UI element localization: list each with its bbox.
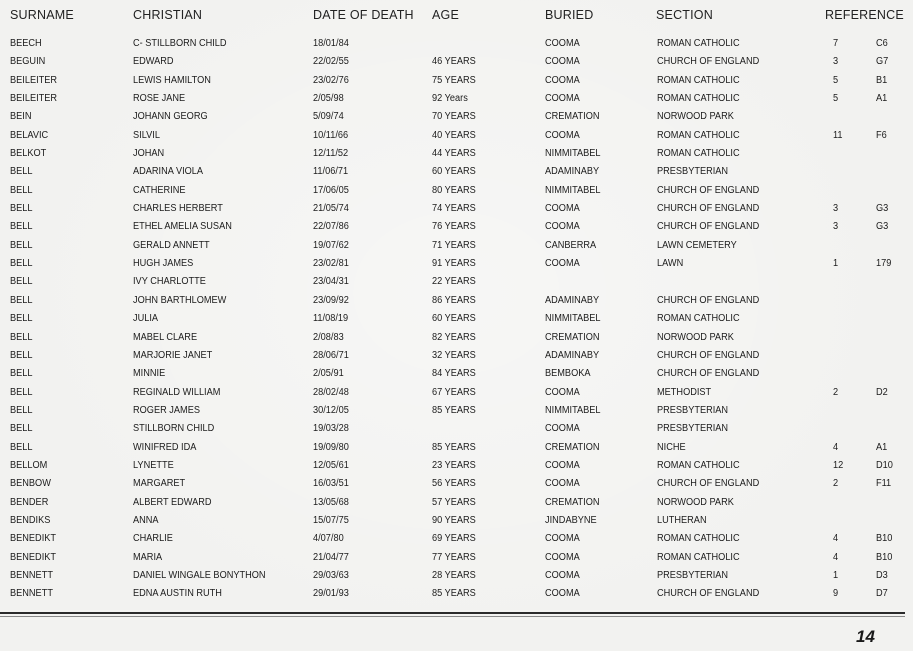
cell-date-of-death: 30/12/05 — [313, 404, 349, 416]
cell-reference-plot: A1 — [876, 441, 888, 453]
cell-section: CHURCH OF ENGLAND — [657, 478, 760, 490]
table-row — [0, 126, 913, 144]
cell-reference-row: 4 — [833, 533, 839, 545]
cell-christian: JULIA — [133, 313, 159, 325]
table-row — [0, 107, 913, 125]
cell-section: CHURCH OF ENGLAND — [657, 203, 760, 215]
cell-reference-row: 3 — [833, 221, 839, 233]
cell-reference-row: 3 — [833, 56, 839, 68]
cell-age: 84 YEARS — [432, 368, 476, 380]
cell-date-of-death: 17/06/05 — [313, 184, 349, 196]
cell-reference-row: 12 — [833, 459, 844, 471]
cell-surname: BEECH — [10, 38, 42, 49]
cell-christian: JOHAN — [133, 148, 165, 160]
cell-christian: MARGARET — [133, 478, 186, 490]
cell-reference-plot: B10 — [876, 533, 893, 545]
cell-surname: BELKOT — [10, 148, 47, 160]
table-row — [0, 456, 913, 474]
header-section: SECTION — [656, 8, 713, 22]
cell-section: PRESBYTERIAN — [657, 404, 729, 416]
cell-buried: NIMMITABEL — [545, 184, 601, 196]
cell-age: 75 YEARS — [432, 74, 476, 86]
cell-surname: BEILEITER — [10, 74, 58, 86]
table-row — [0, 383, 913, 401]
cell-age: 74 YEARS — [432, 203, 476, 215]
cell-christian: CHARLES HERBERT — [133, 203, 223, 215]
table-row — [0, 511, 913, 529]
cell-buried: CREMATION — [545, 496, 600, 508]
table-row — [0, 474, 913, 492]
cell-surname: BENDIKS — [10, 514, 51, 526]
cell-christian: MARIA — [133, 551, 163, 563]
cell-reference-plot: G3 — [876, 203, 889, 215]
page-number: 14 — [856, 627, 875, 646]
cell-section: NORWOOD PARK — [657, 331, 734, 343]
cell-section: PRESBYTERIAN — [657, 166, 729, 178]
cell-buried: COOMA — [545, 74, 580, 86]
cell-buried: NIMMITABEL — [545, 148, 601, 160]
cell-date-of-death: 23/02/81 — [313, 258, 349, 270]
cell-christian: ROSE JANE — [133, 93, 186, 105]
cell-buried: COOMA — [545, 478, 580, 490]
cell-surname: BELAVIC — [10, 129, 49, 141]
cell-buried: COOMA — [545, 386, 580, 398]
cell-christian: ETHEL AMELIA SUSAN — [133, 221, 232, 233]
cell-section: ROMAN CATHOLIC — [657, 93, 740, 105]
cell-reference-row: 1 — [833, 258, 839, 270]
cell-age: 46 YEARS — [432, 56, 476, 68]
cell-section: ROMAN CATHOLIC — [657, 148, 740, 160]
cell-surname: BELL — [10, 404, 33, 416]
cell-reference-row: 5 — [833, 93, 839, 105]
cell-christian: IVY CHARLOTTE — [133, 276, 206, 288]
header-buried: BURIED — [545, 8, 594, 22]
table-row — [0, 236, 913, 254]
cell-surname: BELL — [10, 368, 33, 380]
cell-reference-plot: C6 — [876, 38, 888, 49]
cell-age: 80 YEARS — [432, 184, 476, 196]
cell-christian: LYNETTE — [133, 459, 174, 471]
cell-section: CHURCH OF ENGLAND — [657, 368, 760, 380]
cell-date-of-death: 16/03/51 — [313, 478, 349, 490]
cell-date-of-death: 19/09/80 — [313, 441, 349, 453]
table-row — [0, 254, 913, 272]
cell-reference-row: 7 — [833, 38, 839, 49]
cell-date-of-death: 13/05/68 — [313, 496, 349, 508]
table-row — [0, 566, 913, 584]
header-reference: REFERENCE — [825, 8, 904, 22]
cell-reference-row: 4 — [833, 551, 839, 563]
cell-section: ROMAN CATHOLIC — [657, 129, 740, 141]
cell-age: 85 YEARS — [432, 588, 476, 600]
cell-buried: CANBERRA — [545, 239, 597, 251]
cell-christian: MARJORIE JANET — [133, 349, 213, 361]
cell-age: 44 YEARS — [432, 148, 476, 160]
cell-christian: GERALD ANNETT — [133, 239, 210, 251]
table-row — [0, 364, 913, 382]
cell-surname: BELL — [10, 184, 33, 196]
cell-age: 76 YEARS — [432, 221, 476, 233]
cell-section: NICHE — [657, 441, 686, 453]
cell-buried: CREMATION — [545, 441, 600, 453]
table-row — [0, 71, 913, 89]
burial-records-table — [0, 34, 913, 603]
cell-reference-plot: D7 — [876, 588, 888, 600]
table-row — [0, 199, 913, 217]
cell-reference-plot: 179 — [876, 258, 892, 270]
cell-date-of-death: 2/05/91 — [313, 368, 344, 380]
cell-reference-row: 5 — [833, 74, 839, 86]
cell-buried: COOMA — [545, 221, 580, 233]
cell-reference-plot: A1 — [876, 93, 888, 105]
cell-section: ROMAN CATHOLIC — [657, 533, 740, 545]
table-row — [0, 309, 913, 327]
cell-age: 85 YEARS — [432, 441, 476, 453]
cell-age: 86 YEARS — [432, 294, 476, 306]
cell-christian: JOHN BARTHLOMEW — [133, 294, 227, 306]
cell-age: 77 YEARS — [432, 551, 476, 563]
cell-surname: BELL — [10, 276, 33, 288]
table-row — [0, 291, 913, 309]
table-row — [0, 89, 913, 107]
cell-surname: BENDER — [10, 496, 49, 508]
cell-christian: MINNIE — [133, 368, 166, 380]
cell-date-of-death: 19/03/28 — [313, 423, 349, 435]
table-row — [0, 493, 913, 511]
cell-reference-plot: D3 — [876, 569, 888, 581]
cell-christian: C- STILLBORN CHILD — [133, 38, 227, 49]
table-row — [0, 181, 913, 199]
header-age: AGE — [432, 8, 459, 22]
cell-age: 71 YEARS — [432, 239, 476, 251]
cell-age: 28 YEARS — [432, 569, 476, 581]
footer-divider — [0, 612, 905, 614]
cell-age: 70 YEARS — [432, 111, 476, 123]
cell-buried: BEMBOKA — [545, 368, 591, 380]
table-row — [0, 34, 913, 52]
cell-section: PRESBYTERIAN — [657, 423, 729, 435]
cell-section: METHODIST — [657, 386, 712, 398]
cell-section: ROMAN CATHOLIC — [657, 551, 740, 563]
cell-reference-plot: F11 — [876, 478, 892, 490]
cell-surname: BELL — [10, 239, 33, 251]
header-date-of-death: DATE OF DEATH — [313, 8, 414, 22]
footer-divider-thin — [0, 616, 905, 617]
table-row — [0, 272, 913, 290]
cell-date-of-death: 23/02/76 — [313, 74, 349, 86]
cell-section: NORWOOD PARK — [657, 111, 734, 123]
table-row — [0, 52, 913, 70]
cell-surname: BELL — [10, 349, 33, 361]
cell-date-of-death: 21/04/77 — [313, 551, 349, 563]
cell-buried: COOMA — [545, 551, 580, 563]
cell-buried: CREMATION — [545, 111, 600, 123]
cell-date-of-death: 19/07/62 — [313, 239, 349, 251]
cell-christian: STILLBORN CHILD — [133, 423, 215, 435]
cell-age: 69 YEARS — [432, 533, 476, 545]
header-surname: SURNAME — [10, 8, 74, 22]
cell-reference-plot: D2 — [876, 386, 888, 398]
cell-reference-plot: D10 — [876, 459, 893, 471]
table-row — [0, 162, 913, 180]
cell-date-of-death: 29/01/93 — [313, 588, 349, 600]
cell-buried: COOMA — [545, 93, 580, 105]
cell-date-of-death: 15/07/75 — [313, 514, 349, 526]
cell-surname: BENBOW — [10, 478, 51, 490]
cell-section: PRESBYTERIAN — [657, 569, 729, 581]
cell-reference-plot: G3 — [876, 221, 889, 233]
table-row — [0, 217, 913, 235]
cell-age: 22 YEARS — [432, 276, 476, 288]
cell-surname: BELLOM — [10, 459, 48, 471]
cell-surname: BELL — [10, 423, 33, 435]
cell-age: 60 YEARS — [432, 313, 476, 325]
cell-date-of-death: 22/02/55 — [313, 56, 349, 68]
cell-section: ROMAN CATHOLIC — [657, 313, 740, 325]
cell-christian: EDWARD — [133, 56, 174, 68]
cell-age: 32 YEARS — [432, 349, 476, 361]
cell-section: CHURCH OF ENGLAND — [657, 184, 760, 196]
header-christian: CHRISTIAN — [133, 8, 203, 22]
cell-age: 67 YEARS — [432, 386, 476, 398]
cell-surname: BELL — [10, 221, 33, 233]
cell-section: LUTHERAN — [657, 514, 707, 526]
cell-buried: COOMA — [545, 38, 580, 49]
cell-surname: BELL — [10, 441, 33, 453]
cell-section: ROMAN CATHOLIC — [657, 74, 740, 86]
cell-buried: COOMA — [545, 569, 580, 581]
cell-date-of-death: 21/05/74 — [313, 203, 349, 215]
cell-surname: BENNETT — [10, 569, 53, 581]
cell-christian: HUGH JAMES — [133, 258, 194, 270]
cell-christian: ADARINA VIOLA — [133, 166, 204, 178]
cell-buried: NIMMITABEL — [545, 313, 601, 325]
cell-christian: ROGER JAMES — [133, 404, 200, 416]
cell-surname: BENEDIKT — [10, 533, 57, 545]
table-row — [0, 584, 913, 602]
cell-christian: ALBERT EDWARD — [133, 496, 212, 508]
cell-reference-plot: F6 — [876, 129, 887, 141]
cell-surname: BELL — [10, 258, 33, 270]
cell-section: CHURCH OF ENGLAND — [657, 56, 760, 68]
cell-christian: DANIEL WINGALE BONYTHON — [133, 569, 266, 581]
cell-christian: MABEL CLARE — [133, 331, 198, 343]
cell-reference-row: 1 — [833, 569, 839, 581]
cell-surname: BELL — [10, 313, 33, 325]
cell-reference-plot: G7 — [876, 56, 889, 68]
cell-reference-row: 4 — [833, 441, 839, 453]
cell-surname: BEIN — [10, 111, 32, 123]
cell-date-of-death: 12/05/61 — [313, 459, 349, 471]
cell-age: 90 YEARS — [432, 514, 476, 526]
cell-buried: COOMA — [545, 258, 580, 270]
cell-section: LAWN — [657, 258, 684, 270]
cell-date-of-death: 28/06/71 — [313, 349, 349, 361]
cell-section: CHURCH OF ENGLAND — [657, 221, 760, 233]
cell-age: 60 YEARS — [432, 166, 476, 178]
cell-date-of-death: 29/03/63 — [313, 569, 349, 581]
cell-buried: ADAMINABY — [545, 166, 600, 178]
cell-reference-row: 11 — [833, 129, 843, 141]
table-row — [0, 401, 913, 419]
cell-section: CHURCH OF ENGLAND — [657, 588, 760, 600]
cell-buried: NIMMITABEL — [545, 404, 601, 416]
cell-christian: ANNA — [133, 514, 159, 526]
cell-age: 92 Years — [432, 93, 468, 105]
cell-buried: COOMA — [545, 459, 580, 471]
cell-buried: COOMA — [545, 588, 580, 600]
cell-date-of-death: 4/07/80 — [313, 533, 344, 545]
cell-buried: CREMATION — [545, 331, 600, 343]
table-row — [0, 144, 913, 162]
cell-age: 40 YEARS — [432, 129, 476, 141]
cell-date-of-death: 23/04/31 — [313, 276, 349, 288]
cell-section: ROMAN CATHOLIC — [657, 38, 740, 49]
cell-reference-row: 2 — [833, 478, 839, 490]
cell-christian: CATHERINE — [133, 184, 186, 196]
cell-surname: BEILEITER — [10, 93, 58, 105]
cell-surname: BELL — [10, 386, 33, 398]
cell-christian: LEWIS HAMILTON — [133, 74, 211, 86]
cell-date-of-death: 2/05/98 — [313, 93, 344, 105]
cell-buried: ADAMINABY — [545, 349, 600, 361]
cell-christian: WINIFRED IDA — [133, 441, 197, 453]
cell-age: 85 YEARS — [432, 404, 476, 416]
cell-christian: EDNA AUSTIN RUTH — [133, 588, 222, 600]
table-row — [0, 328, 913, 346]
cell-section: ROMAN CATHOLIC — [657, 459, 740, 471]
cell-buried: COOMA — [545, 533, 580, 545]
table-row — [0, 529, 913, 547]
cell-date-of-death: 11/06/71 — [313, 166, 349, 178]
cell-date-of-death: 23/09/92 — [313, 294, 349, 306]
cell-buried: COOMA — [545, 129, 580, 141]
cell-buried: ADAMINABY — [545, 294, 600, 306]
cell-date-of-death: 10/11/66 — [313, 129, 349, 141]
cell-age: 56 YEARS — [432, 478, 476, 490]
cell-buried: COOMA — [545, 56, 580, 68]
cell-age: 23 YEARS — [432, 459, 476, 471]
cell-surname: BELL — [10, 331, 33, 343]
cell-surname: BENNETT — [10, 588, 53, 600]
cell-christian: SILVIL — [133, 129, 160, 141]
cell-date-of-death: 2/08/83 — [313, 331, 344, 343]
cell-surname: BENEDIKT — [10, 551, 57, 563]
cell-section: NORWOOD PARK — [657, 496, 734, 508]
cell-surname: BELL — [10, 166, 33, 178]
cell-surname: BELL — [10, 294, 33, 306]
table-row — [0, 419, 913, 437]
cell-age: 91 YEARS — [432, 258, 476, 270]
cell-buried: COOMA — [545, 203, 580, 215]
cell-christian: CHARLIE — [133, 533, 173, 545]
table-row — [0, 346, 913, 364]
cell-christian: REGINALD WILLIAM — [133, 386, 221, 398]
cell-buried: JINDABYNE — [545, 514, 597, 526]
cell-age: 82 YEARS — [432, 331, 476, 343]
cell-section: LAWN CEMETERY — [657, 239, 737, 251]
cell-surname: BELL — [10, 203, 33, 215]
cell-surname: BEGUIN — [10, 56, 46, 68]
table-row — [0, 548, 913, 566]
cell-section: CHURCH OF ENGLAND — [657, 294, 760, 306]
cell-date-of-death: 22/07/86 — [313, 221, 349, 233]
cell-date-of-death: 12/11/52 — [313, 148, 349, 160]
cell-section: CHURCH OF ENGLAND — [657, 349, 760, 361]
cell-reference-plot: B10 — [876, 551, 893, 563]
cell-date-of-death: 28/02/48 — [313, 386, 349, 398]
cell-reference-row: 2 — [833, 386, 839, 398]
cell-date-of-death: 11/08/19 — [313, 313, 349, 325]
cell-reference-row: 9 — [833, 588, 839, 600]
cell-reference-row: 3 — [833, 203, 839, 215]
cell-age: 57 YEARS — [432, 496, 476, 508]
cell-christian: JOHANN GEORG — [133, 111, 208, 123]
cell-date-of-death: 18/01/84 — [313, 38, 349, 49]
cell-date-of-death: 5/09/74 — [313, 111, 344, 123]
cell-reference-plot: B1 — [876, 74, 888, 86]
table-header — [0, 8, 913, 26]
cell-buried: COOMA — [545, 423, 580, 435]
table-row — [0, 438, 913, 456]
